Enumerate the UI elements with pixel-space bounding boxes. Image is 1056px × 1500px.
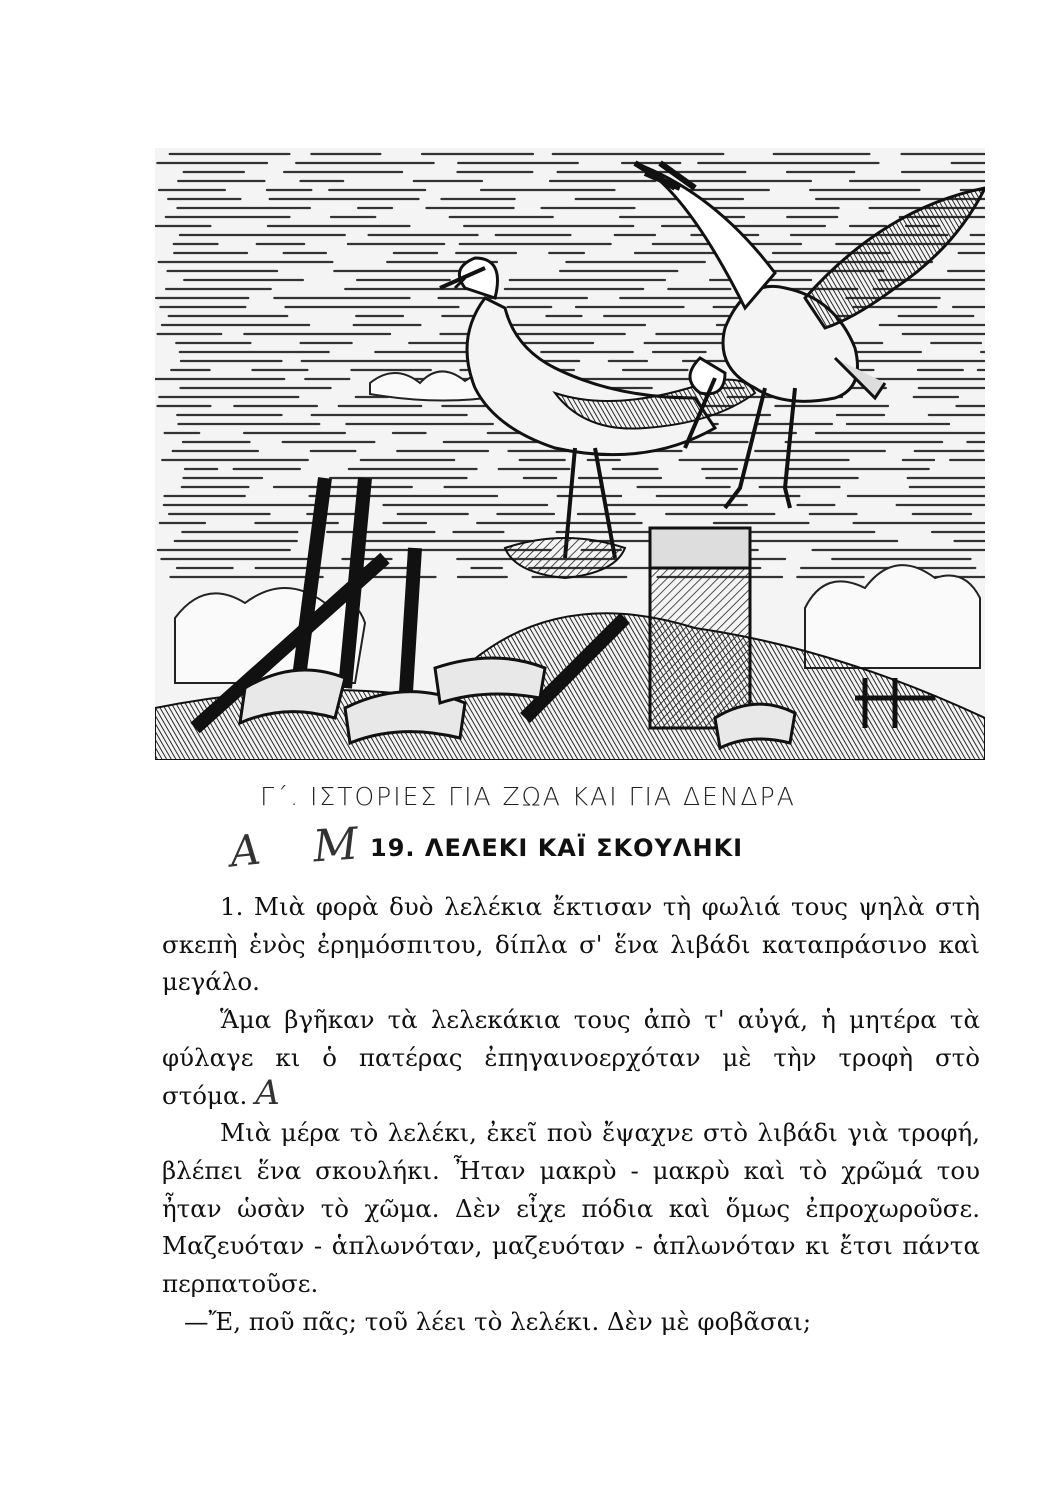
paragraph-1: 1. Μιὰ φορὰ δυὸ λελέκια ἔκτισαν τὴ φωλιά τους ψηλὰ στὴ σκεπὴ ἑνὸς ἐρημόσπιτου, δίπλα σ' ἕνα λιβάδι καταπράσινο καὶ μεγάλο. [162, 892, 980, 997]
paragraph-2 [162, 1001, 980, 1114]
paragraph-2-text: Ἅμα βγῆκαν τὰ λελεκάκια τους ἀπὸ τ' αὐγά, ἡ μητέρα τὰ φύλαγε κι ὁ πατέρας ἐπηγαινοερχόταν μὲ τὴν τροφὴ στὸ στόμα. [162, 1005, 980, 1110]
story-text [162, 888, 980, 1340]
lesson-title-row [0, 818, 1056, 882]
paragraph-3: Μιὰ μέρα τὸ λελέκι, ἐκεῖ ποὺ ἔψαχνε στὸ λιβάδι γιὰ τροφή, βλέπει ἕνα σκουλήκι. Ἦταν μακρὺ - μακρὺ καὶ τὸ χρῶμά του ἦταν ὡσὰν τὸ χῶμα. Δὲν εἶχε πόδια καὶ ὅμως ἐπροχωροῦσε. Μαζευόταν - ἁπλωνόταν, μαζευόταν - ἁπλωνόταν κι ἔτσι πάντα περπατοῦσε. [162, 1118, 980, 1299]
lesson-title: 19. ΛΕΛΕΚΙ ΚΑΪ ΣΚΟΥΛΗΚΙ [370, 834, 744, 862]
handwritten-mark-m: M [311, 818, 360, 873]
storks-illustration [155, 148, 985, 760]
section-heading: Γ΄. ΙΣΤΟΡΙΕΣ ΓΙΑ ΖΩΑ ΚΑΙ ΓΙΑ ΔΕΝΔΡΑ [260, 782, 796, 811]
storks-on-ruined-roof-icon [155, 148, 985, 760]
handwritten-inline-mark: A [255, 1072, 280, 1113]
paragraph-4-dialog: —Ἔ, ποῦ πᾶς; τοῦ λέει τὸ λελέκι. Δὲν μὲ φοβᾶσαι; [184, 1306, 812, 1336]
handwritten-mark-a: A [227, 824, 263, 877]
